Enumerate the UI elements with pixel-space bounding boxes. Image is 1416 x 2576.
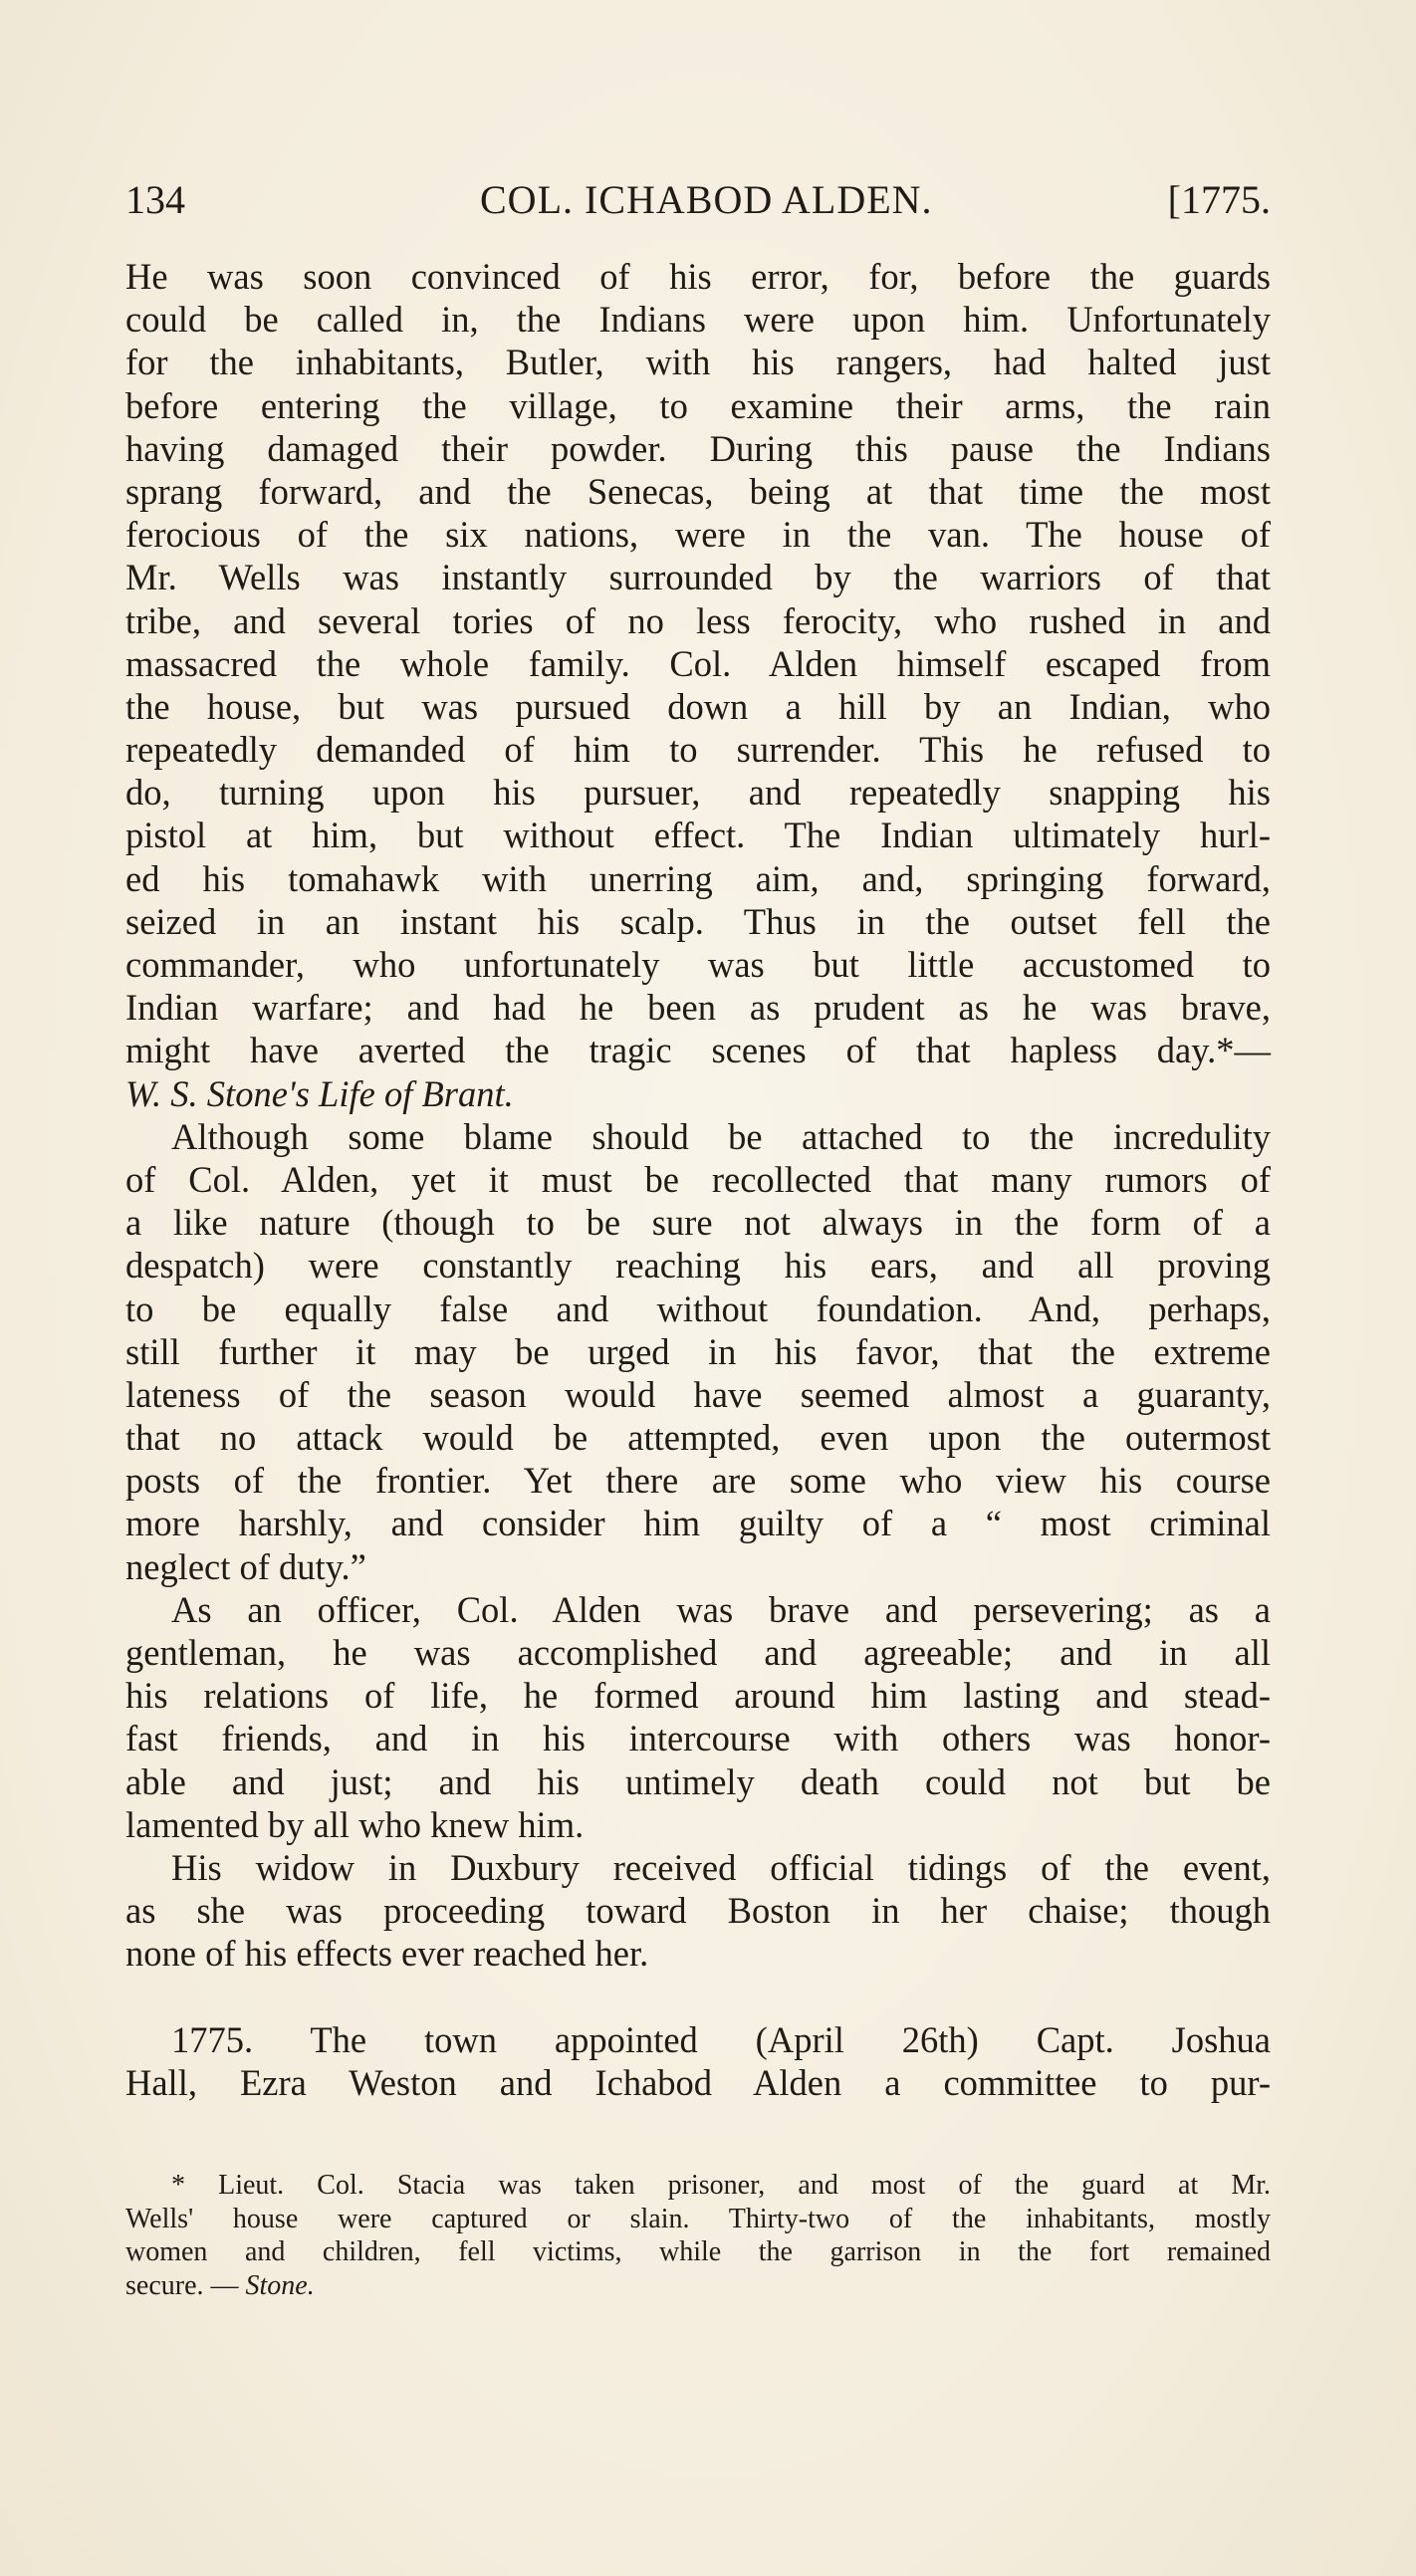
text-line: could be called in, the Indians were upon him. Unfortunately xyxy=(125,299,1271,341)
text-line: sprang forward, and the Senecas, being at that time the most xyxy=(125,470,1271,512)
citation: W. S. Stone's Life of Brant. xyxy=(125,1072,514,1114)
text-line: commander, who unfortunately was but little accustomed to xyxy=(125,944,1271,985)
footnote-line: * Lieut. Col. Stacia was taken prisoner, and most of the guard at Mr. xyxy=(171,2170,1271,2201)
text-line: tribe, and several tories of no less ferocity, who rushed in and xyxy=(125,599,1271,641)
main-text xyxy=(125,255,1271,2104)
paragraph-4 xyxy=(125,1846,1271,1976)
text-line: before entering the village, to examine their arms, the rain xyxy=(125,384,1271,426)
text-line: As an officer, Col. Alden was brave and persevering; as a xyxy=(171,1588,1271,1630)
running-title: COL. ICHABOD ALDEN. xyxy=(480,177,933,222)
text-line: Mr. Wells was instantly surrounded by the warriors of that xyxy=(125,557,1271,598)
text-line: neglect of duty.” xyxy=(125,1545,366,1587)
paragraph-gap xyxy=(125,1976,1271,2018)
text-line: to be equally false and without foundation. And, perhaps, xyxy=(125,1288,1271,1329)
text-line: having damaged their powder. During this pause the Indians xyxy=(125,427,1271,469)
running-header xyxy=(125,175,1271,225)
paragraph-5 xyxy=(125,2018,1271,2104)
text-line: might have averted the tragic scenes of that hapless day.*— xyxy=(125,1030,1271,1071)
text-line: for the inhabitants, Butler, with his rangers, had halted just xyxy=(125,342,1271,383)
text-line: of Col. Alden, yet it must be recollected that many rumors of xyxy=(125,1158,1271,1200)
text-line: massacred the whole family. Col. Alden himself escaped from xyxy=(125,642,1271,684)
text-line: lamented by all who knew him. xyxy=(125,1803,585,1845)
text-line: He was soon convinced of his error, for, before the guards xyxy=(125,256,1271,297)
text-line: pistol at him, but without effect. The Indian ultimately hurl- xyxy=(125,815,1271,856)
text-line: 1775. The town appointed (April 26th) Capt. Joshua xyxy=(171,2018,1271,2060)
text-line: lateness of the season would have seemed almost a guaranty, xyxy=(125,1373,1271,1415)
text-line: ferocious of the six nations, were in the van. The house of xyxy=(125,514,1271,556)
text-line: able and just; and his untimely death could not but be xyxy=(125,1760,1271,1802)
text-line: gentleman, he was accomplished and agreeable; and in all xyxy=(125,1632,1271,1673)
text-line: none of his effects ever reached her. xyxy=(125,1933,649,1975)
text-line: ed his tomahawk with unerring aim, and, springing forward, xyxy=(125,857,1271,899)
running-year: [1775. xyxy=(1167,177,1271,222)
text-line: do, turning upon his pursuer, and repeatedly snapping his xyxy=(125,772,1271,814)
text-line: his relations of life, he formed around him lasting and stead- xyxy=(125,1675,1271,1717)
text-line: posts of the frontier. Yet there are some who view his course xyxy=(125,1460,1271,1502)
text-line: despatch) were constantly reaching his ears, and all proving xyxy=(125,1245,1271,1287)
footnote-line: Wells' house were captured or slain. Thirty-two of the inhabitants, mostly xyxy=(125,2203,1271,2234)
footnote-text: secure. — xyxy=(125,2269,246,2301)
text-line: a like nature (though to be sure not always in the form of a xyxy=(125,1202,1271,1244)
text-line: fast friends, and in his intercourse with others was honor- xyxy=(125,1718,1271,1759)
footnote-last-line xyxy=(125,2269,1271,2303)
footnote-line: women and children, fell victims, while the garrison in the fort remained xyxy=(125,2236,1271,2267)
paragraph-2 xyxy=(125,1115,1271,1588)
text-line: His widow in Duxbury received official tidings of the event, xyxy=(171,1846,1271,1888)
page-number: 134 xyxy=(125,177,185,222)
text-line: Indian warfare; and had he been as prudent as he was brave, xyxy=(125,987,1271,1029)
paragraph-3 xyxy=(125,1588,1271,1846)
text-line: seized in an instant his scalp. Thus in the outset fell the xyxy=(125,900,1271,942)
text-line: still further it may be urged in his favor, that the extreme xyxy=(125,1330,1271,1372)
text-line: Hall, Ezra Weston and Ichabod Alden a committee to pur- xyxy=(125,2061,1271,2103)
footnote-citation: Stone. xyxy=(245,2269,315,2301)
paragraph-1 xyxy=(125,255,1271,1115)
citation-line xyxy=(125,1072,1271,1115)
text-line: as she was proceeding toward Boston in her chaise; though xyxy=(125,1890,1271,1932)
text-line: more harshly, and consider him guilty of a “ most criminal xyxy=(125,1503,1271,1544)
text-line: repeatedly demanded of him to surrender. This he refused to xyxy=(125,729,1271,771)
text-line: Although some blame should be attached to the incredulity xyxy=(171,1115,1271,1157)
footnote xyxy=(125,2169,1271,2302)
text-line: that no attack would be attempted, even upon the outermost xyxy=(125,1417,1271,1459)
text-line: the house, but was pursued down a hill by an Indian, who xyxy=(125,685,1271,727)
